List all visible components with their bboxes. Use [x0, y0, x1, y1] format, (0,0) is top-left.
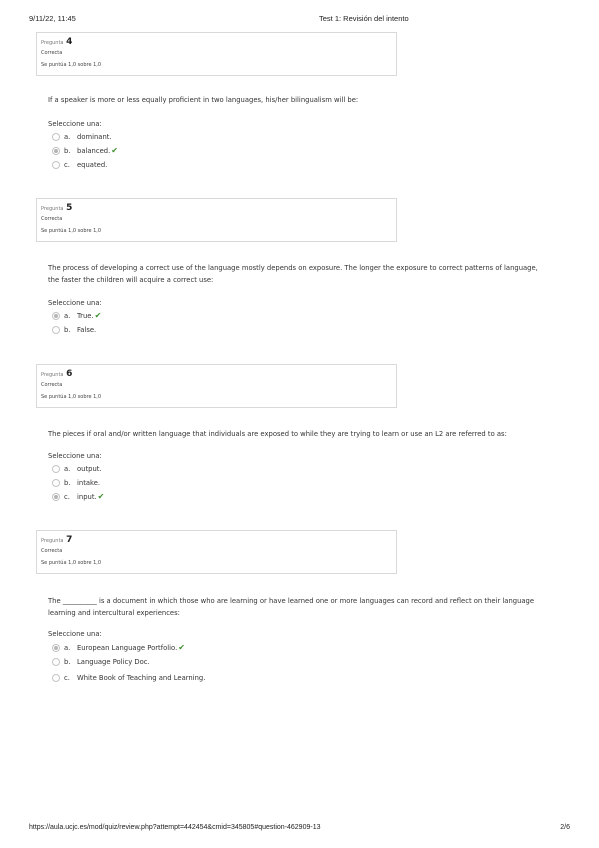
check-icon: ✔ [97, 492, 105, 501]
question-number: Pregunta 4 [41, 37, 73, 47]
question-text: The process of developing a correct use of the language mostly depends on exposure. The longer the exposure to correct patterns of language, the faster the children will acquire a correct use: [48, 264, 538, 284]
radio-icon[interactable] [52, 161, 60, 169]
question-state: Correcta [41, 50, 63, 56]
option-letter: b. [64, 147, 71, 155]
radio-icon[interactable] [52, 493, 60, 501]
question-info-5 [36, 198, 397, 242]
question-info-6 [36, 364, 397, 408]
option-letter: c. [64, 674, 70, 682]
option-text: balanced. [77, 147, 111, 155]
question-grade: Se puntúa 1,0 sobre 1,0 [41, 228, 102, 234]
radio-icon[interactable] [52, 644, 60, 652]
question-number: Pregunta 5 [41, 203, 73, 213]
question-grade: Se puntúa 1,0 sobre 1,0 [41, 394, 102, 400]
check-icon: ✔ [178, 643, 185, 652]
select-prompt: Seleccione una: [48, 630, 102, 638]
option-letter: b. [64, 479, 71, 487]
select-prompt: Seleccione una: [48, 120, 102, 128]
question-grade: Se puntúa 1,0 sobre 1,0 [41, 62, 102, 68]
option-text: output. [77, 465, 102, 473]
question-state: Correcta [41, 216, 63, 222]
option-letter: b. [64, 326, 71, 334]
page-number: 2/6 [560, 824, 570, 831]
option-text: dominant. [77, 133, 112, 141]
question-number: Pregunta 7 [41, 535, 73, 545]
print-date: 9/11/22, 11:45 [29, 14, 76, 23]
question-text: If a speaker is more or less equally proficient in two languages, his/her bilingualism will be: [48, 96, 359, 104]
option-text: True. [77, 312, 94, 320]
radio-icon[interactable] [52, 147, 60, 155]
print-footer [29, 824, 570, 836]
option-text: White Book of Teaching and Learning. [77, 674, 206, 682]
radio-icon[interactable] [52, 465, 60, 473]
radio-icon[interactable] [52, 133, 60, 141]
question-grade: Se puntúa 1,0 sobre 1,0 [41, 560, 102, 566]
option-text: False. [77, 326, 97, 334]
option-letter: a. [64, 644, 71, 652]
question-state: Correcta [41, 548, 63, 554]
print-header [29, 14, 570, 26]
select-prompt: Seleccione una: [48, 299, 102, 307]
option-letter: a. [64, 312, 71, 320]
page-url: https://aula.ucjc.es/mod/quiz/review.php?attempt=442454&cmid=345805#question-462909-13 [29, 824, 321, 831]
option-text: input. [77, 493, 97, 501]
radio-icon[interactable] [52, 326, 60, 334]
option-letter: c. [64, 493, 70, 501]
question-info-4 [36, 32, 397, 76]
print-title: Test 1: Revisión del intento [319, 14, 409, 23]
option-text: Language Policy Doc. [77, 658, 150, 666]
check-icon: ✔ [94, 311, 102, 320]
question-text: The __________ is a document in which those who are learning or have learned one or more languages can record and reflect on their language learning and intercultural experiences: [48, 597, 535, 617]
radio-icon[interactable] [52, 479, 60, 487]
option-letter: a. [64, 465, 71, 473]
question-text: The pieces if oral and/or written language that individuals are exposed to while they are trying to learn or use an L2 are referred to as: [48, 430, 507, 438]
select-prompt: Seleccione una: [48, 452, 102, 460]
radio-icon[interactable] [52, 658, 60, 666]
option-letter: c. [64, 161, 70, 169]
question-info-7 [36, 530, 397, 574]
radio-icon[interactable] [52, 312, 60, 320]
option-letter: b. [64, 658, 71, 666]
question-state: Correcta [41, 382, 63, 388]
check-icon: ✔ [111, 146, 118, 155]
option-letter: a. [64, 133, 71, 141]
option-text: intake. [77, 479, 101, 487]
question-number: Pregunta 6 [41, 369, 73, 379]
radio-icon[interactable] [52, 674, 60, 682]
option-text: European Language Portfolio. [77, 644, 178, 652]
option-text: equated. [77, 161, 108, 169]
